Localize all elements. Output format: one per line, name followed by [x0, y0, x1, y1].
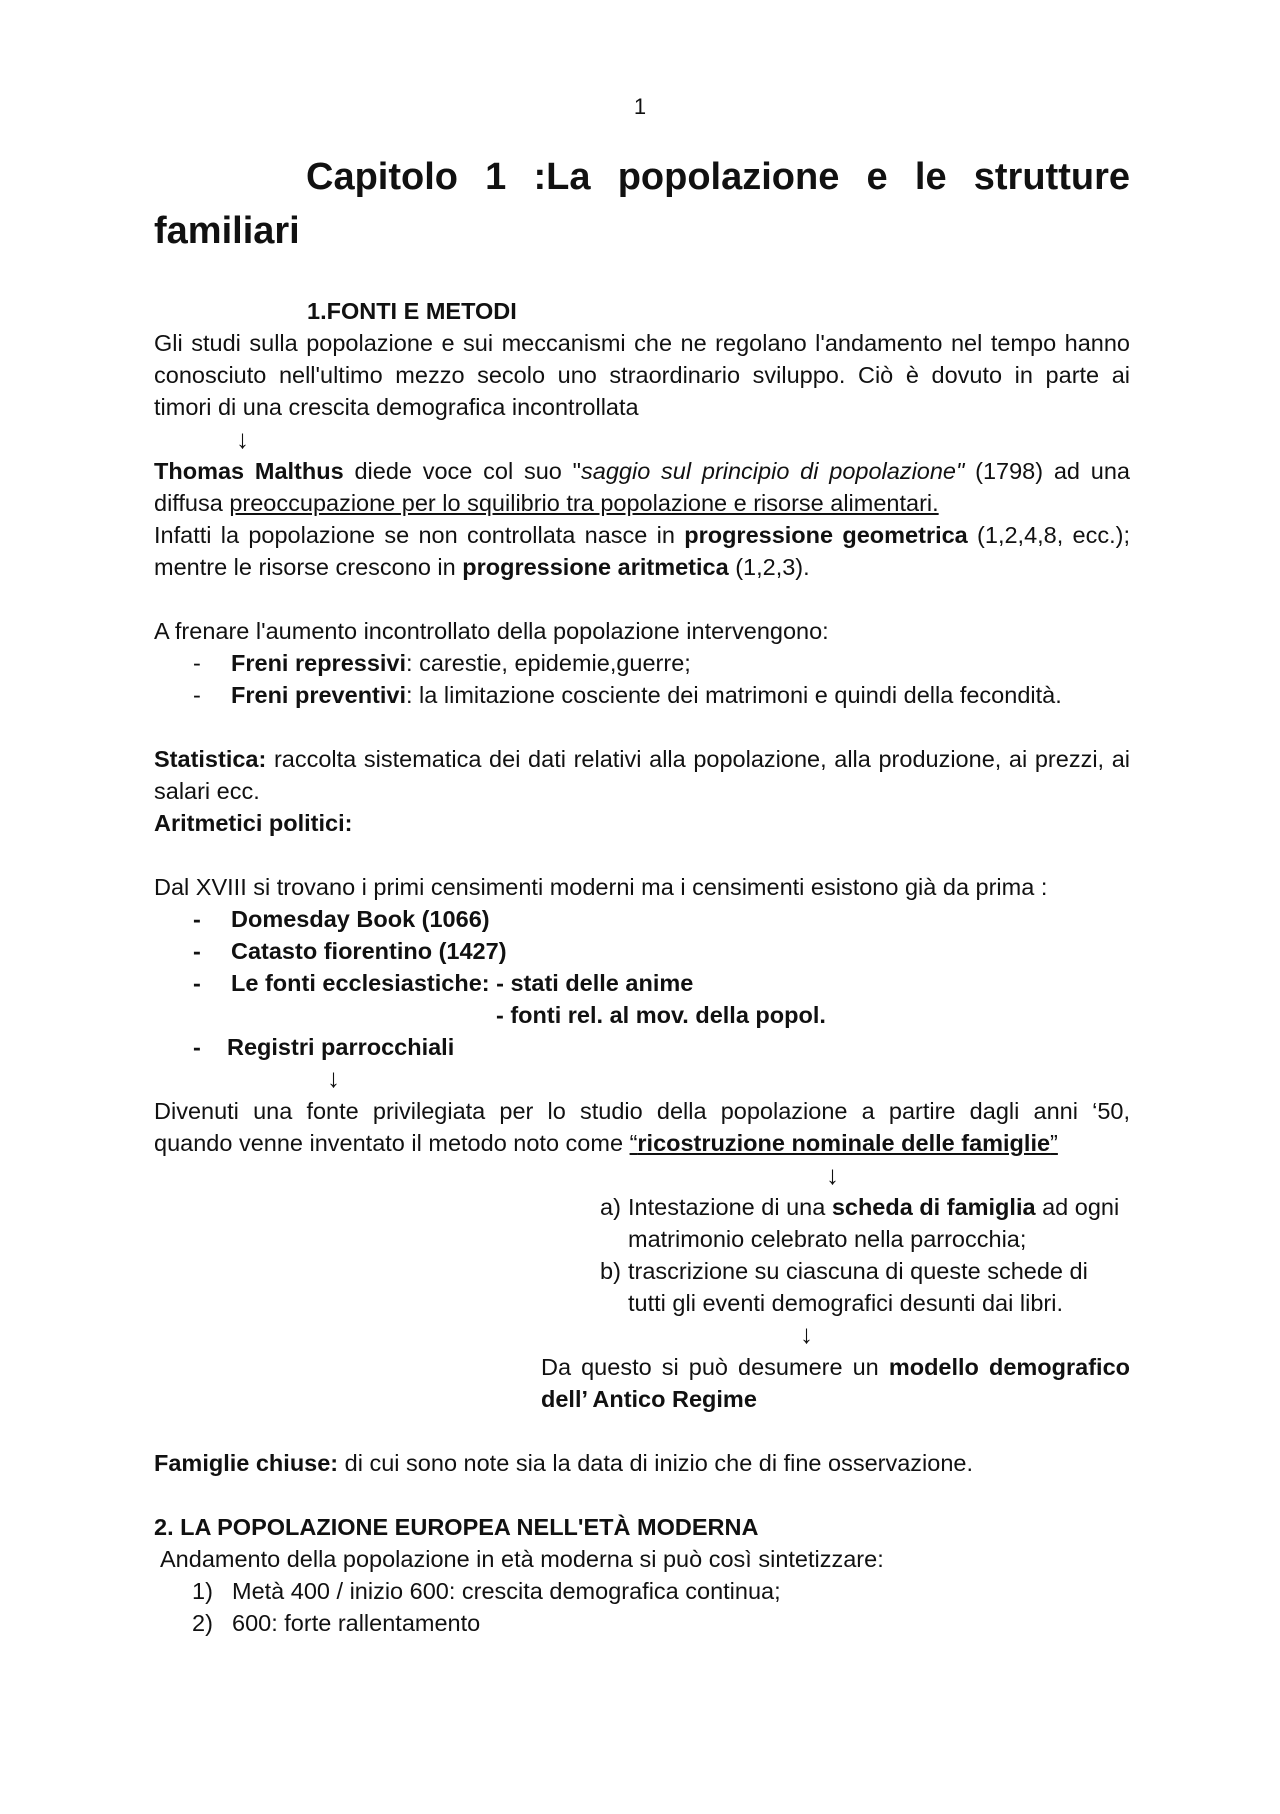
- step-item: a) Intestazione di una scheda di famiglia ad ogni: [600, 1194, 1120, 1220]
- down-arrow-icon: ↓: [800, 1319, 813, 1349]
- step-item-cont: tutti gli eventi demografici desunti dai libri.: [628, 1290, 1063, 1316]
- malthus-line-1: Thomas Malthus diede voce col suo "saggio sul principio di popolazione" (1798) ad una: [154, 458, 1130, 484]
- progression-line-1: Infatti la popolazione se non controllata nasce in progressione geometrica (1,2,4,8, ecc.);: [154, 522, 1131, 548]
- census-intro: Dal XVIII si trovano i primi censimenti moderni ma i censimenti esistono già da prima :: [154, 874, 1048, 900]
- method-name: ricostruzione nominale delle famiglie: [637, 1130, 1051, 1156]
- registri-item: - Registri parrocchiali: [193, 1034, 455, 1060]
- divenuti-line-2: quando venne inventato il metodo noto come “ricostruzione nominale delle famiglie”: [154, 1130, 1058, 1156]
- statistica-line-2: salari ecc.: [154, 778, 260, 804]
- section2-intro: Andamento della popolazione in età moderna si può così sintetizzare:: [160, 1546, 884, 1572]
- source-subitem: - fonti rel. al mov. della popol.: [496, 1002, 826, 1028]
- source-item: - Domesday Book (1066): [193, 906, 490, 932]
- brakes-intro: A frenare l'aumento incontrollato della popolazione intervengono:: [154, 618, 829, 644]
- step-item: b) trascrizione su ciascuna di queste schede di: [600, 1258, 1088, 1284]
- progression-line-2: mentre le risorse crescono in progressione aritmetica (1,2,3).: [154, 554, 810, 580]
- divenuti-line-1: Divenuti una fonte privilegiata per lo studio della popolazione a partire dagli anni ‘50,: [154, 1098, 1130, 1124]
- brake-item: - Freni repressivi: carestie, epidemie,guerre;: [193, 650, 691, 676]
- intro-line-1: Gli studi sulla popolazione e sui meccanismi che ne regolano l'andamento nel tempo hanno: [154, 330, 1130, 356]
- model-line-2: dell’ Antico Regime: [541, 1386, 757, 1412]
- malthus-essay: saggio sul principio di popolazione": [581, 458, 965, 484]
- list-item: 2) 600: forte rallentamento: [192, 1610, 481, 1636]
- down-arrow-icon: ↓: [826, 1160, 839, 1190]
- model-line-1: Da questo si può desumere un modello demografico: [541, 1354, 1131, 1380]
- section2-heading: 2. LA POPOLAZIONE EUROPEA NELL'ETÀ MODERNA: [154, 1514, 759, 1540]
- malthus-name: Thomas Malthus: [154, 458, 344, 484]
- famiglie-chiuse: Famiglie chiuse: di cui sono note sia la data di inizio che di fine osservazione.: [154, 1450, 974, 1476]
- chapter-title-line2: familiari: [154, 210, 300, 252]
- down-arrow-icon: ↓: [327, 1063, 340, 1093]
- intro-line-2: conosciuto nell'ultimo mezzo secolo uno straordinario sviluppo. Ciò è dovuto in parte ai: [154, 362, 1130, 388]
- intro-line-3: timori di una crescita demografica incontrollata: [154, 394, 639, 420]
- chapter-title-line1: Capitolo 1 :La popolazione e le strutture: [306, 156, 1130, 198]
- page-number: 1: [633, 94, 647, 119]
- section1-heading: 1.FONTI E METODI: [307, 298, 517, 324]
- malthus-line-2: diffusa preoccupazione per lo squilibrio tra popolazione e risorse alimentari.: [154, 490, 939, 516]
- source-item: - Catasto fiorentino (1427): [193, 938, 507, 964]
- malthus-concern: preoccupazione per lo squilibrio tra popolazione e risorse alimentari.: [229, 490, 939, 516]
- statistica-line-1: Statistica: raccolta sistematica dei dati relativi alla popolazione, alla produzione, ai prezzi, ai: [154, 746, 1130, 772]
- step-item-cont: matrimonio celebrato nella parrocchia;: [628, 1226, 1027, 1252]
- brake-item: - Freni preventivi: la limitazione cosciente dei matrimoni e quindi della fecondità.: [193, 682, 1062, 708]
- source-item: - Le fonti ecclesiastiche: - stati delle anime: [193, 970, 694, 996]
- aritmetici-politici: Aritmetici politici:: [154, 810, 353, 836]
- down-arrow-icon: ↓: [236, 424, 249, 454]
- list-item: 1) Metà 400 / inizio 600: crescita demografica continua;: [192, 1578, 781, 1604]
